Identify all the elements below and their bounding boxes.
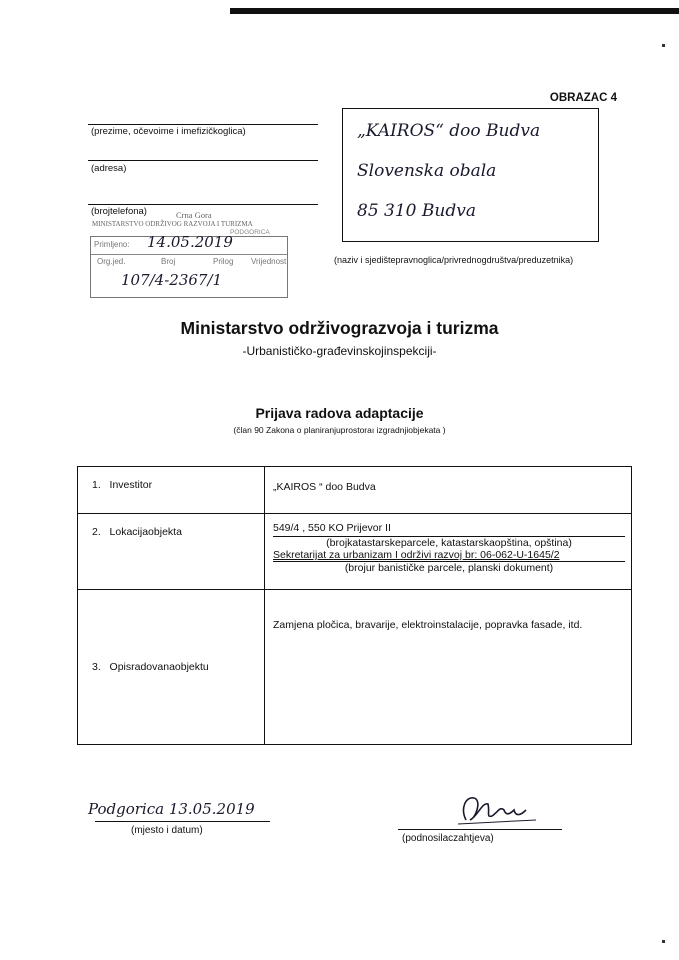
- name-label: (prezime, očevoime i imefizičkoglica): [91, 126, 246, 137]
- top-border-line: [230, 8, 679, 14]
- stamp-number-label: Broj: [161, 257, 176, 266]
- row-label: Investitor: [109, 479, 153, 491]
- location-parcel: 549/4 , 550 KO Prijevor II: [273, 522, 625, 537]
- stamp-country: Crna Gora: [176, 210, 212, 220]
- row-label-cell: [78, 467, 265, 514]
- works-description: Zamjena pločica, bravarije, elektroinstalacije, popravka fasade, itd.: [273, 619, 583, 631]
- form-number: OBRAZAC 4: [549, 92, 617, 104]
- applicant-line-3: 85 310 Budva: [357, 201, 476, 221]
- row-number: 3.: [92, 661, 101, 673]
- table-row: [78, 590, 632, 745]
- phone-line: [88, 204, 318, 205]
- location-plan-caption: (brojur banističke parcele, planski dokument): [273, 561, 625, 574]
- location-plan-reference: Sekretarijat za urbanizam I održivi razvoj br: 06-062-U-1645/2: [273, 549, 560, 561]
- place-date-line: [95, 821, 270, 822]
- applicant-label: (podnosilaczahtjeva): [402, 833, 494, 844]
- stamp-city: PODGORICA: [230, 229, 270, 236]
- table-row: [78, 467, 632, 514]
- table-row: [78, 514, 632, 590]
- stamp-ministry: MINISTARSTVO ODRŽIVOG RAZVOJA I TURIZMA: [92, 220, 253, 228]
- applicant-line-2: Slovenska obala: [357, 161, 497, 181]
- row-value-cell: [265, 514, 632, 590]
- row-label: Opisradovanaobjektu: [109, 661, 209, 673]
- place-date-label: (mjesto i datum): [131, 825, 203, 836]
- row-label-cell: [78, 514, 265, 590]
- applicant-box: [342, 108, 599, 242]
- department-subtitle: -Urbanističko-građevinskojinspekciji-: [242, 344, 437, 358]
- stamp-received-label: Primljeno:: [94, 240, 130, 249]
- document-title: Prijava radova adaptacije: [255, 405, 424, 421]
- row-number: 1.: [92, 479, 101, 491]
- scan-speck: [662, 940, 665, 943]
- investor-value: „KAIROS “ doo Budva: [273, 481, 376, 493]
- location-parcel-caption: (brojkatastarskeparcele, katastarskaopština, opština): [326, 537, 572, 549]
- ministry-title: Ministarstvo održivograzvoja i turizma: [180, 318, 499, 338]
- application-table: [77, 466, 632, 745]
- address-label: (adresa): [91, 163, 127, 174]
- stamp-attachment-label: Prilog: [213, 257, 234, 266]
- applicant-line-1: „KAIROS“ doo Budva: [357, 121, 541, 141]
- row-value-cell: [265, 590, 632, 745]
- received-stamp: [90, 233, 288, 298]
- stamp-number-value: 107/4-2367/1: [121, 271, 223, 289]
- applicant-signature-line: [398, 829, 562, 830]
- phone-label: (brojtelefona): [91, 206, 147, 217]
- row-number: 2.: [92, 526, 101, 538]
- stamp-value-label: Vrijednost: [251, 257, 287, 266]
- stamp-divider: [91, 254, 287, 255]
- legal-basis: (član 90 Zakona o planiranjuprostoraı izgradnjiobjekata ): [233, 425, 446, 435]
- place-date-handwritten: Podgorica 13.05.2019: [88, 800, 255, 818]
- signature-image: [452, 790, 542, 832]
- name-line: [88, 124, 318, 125]
- row-value-cell: [265, 467, 632, 514]
- stamp-org-unit-label: Org.jed.: [97, 257, 126, 266]
- scan-speck: [662, 44, 665, 47]
- row-label: Lokacijaobjekta: [109, 526, 182, 538]
- row-label-cell: [78, 590, 265, 745]
- legal-entity-label: (naziv i sjedištepravnoglica/privrednogdruštva/preduzetnika): [334, 255, 574, 265]
- stamp-received-date: 14.05.2019: [147, 233, 233, 251]
- address-line: [88, 160, 318, 161]
